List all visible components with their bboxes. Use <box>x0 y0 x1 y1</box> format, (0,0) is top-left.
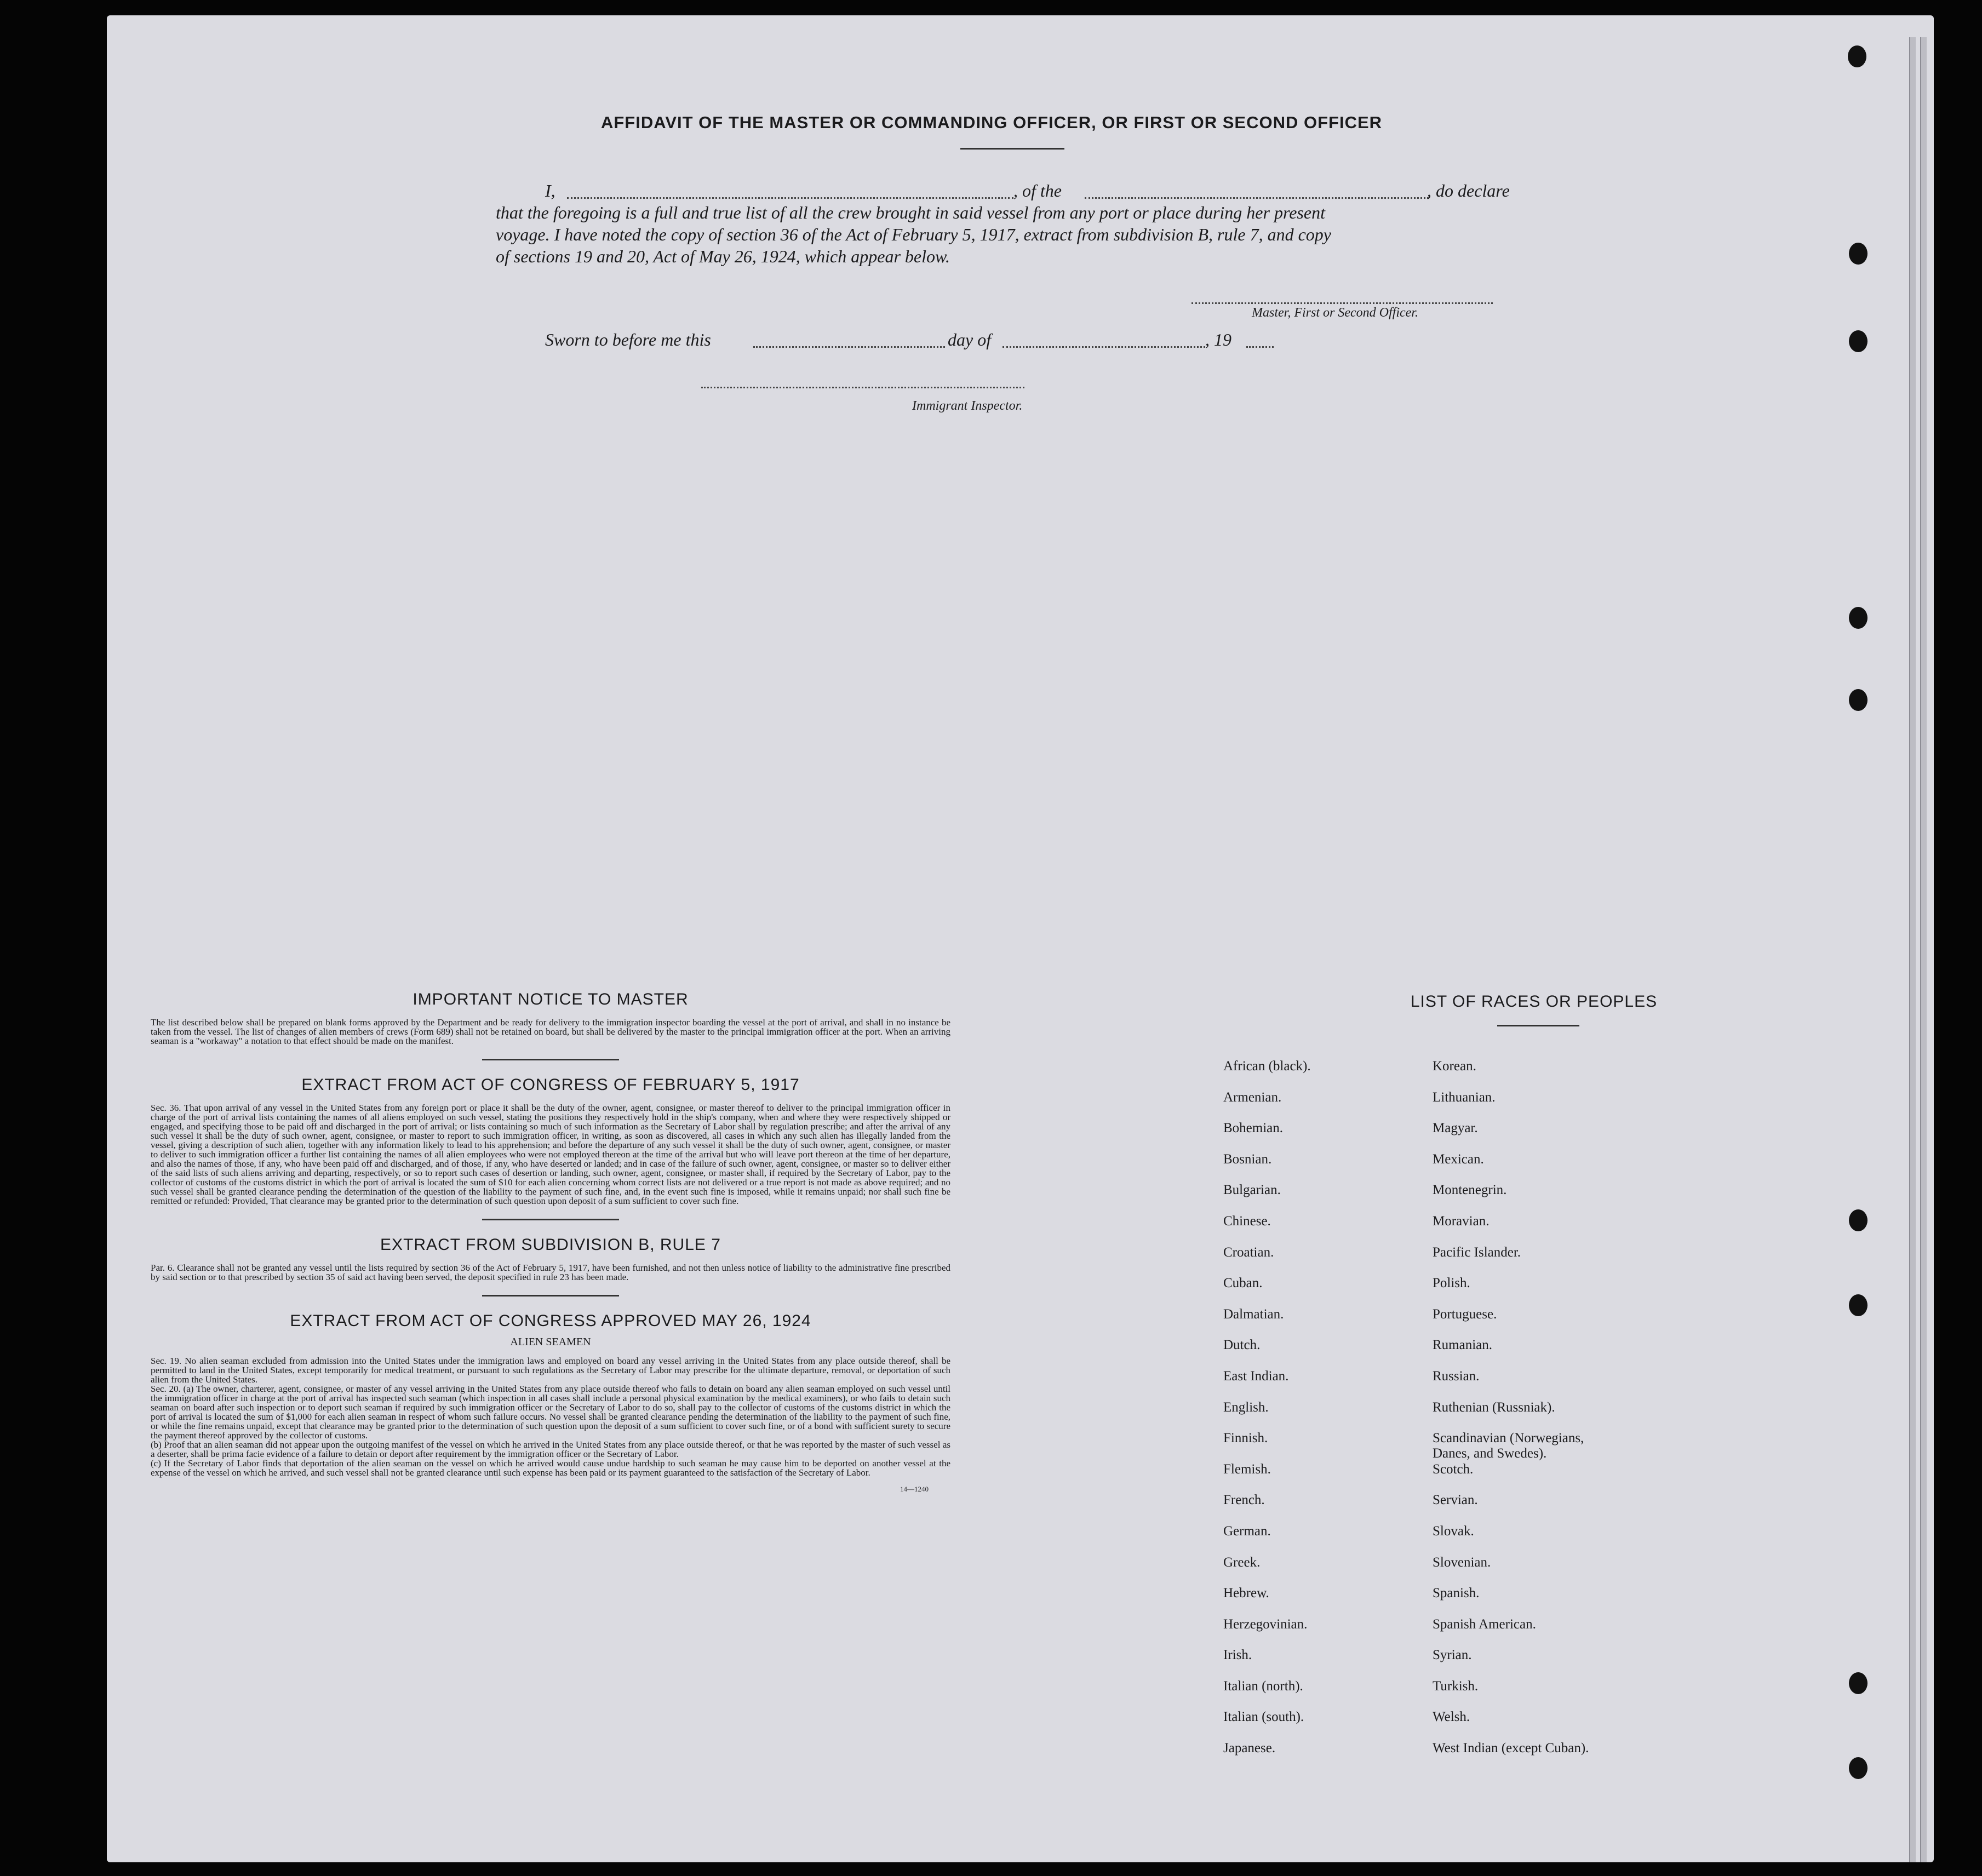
form-number: 14—1240 <box>900 1485 929 1493</box>
race-item: Italian (south). <box>1223 1709 1304 1725</box>
punch-hole <box>1849 243 1868 265</box>
race-item: Hebrew. <box>1223 1586 1269 1601</box>
binder-edge <box>1920 37 1927 1862</box>
year-blank[interactable] <box>1246 346 1274 348</box>
race-item: Irish. <box>1223 1648 1252 1663</box>
punch-hole <box>1848 45 1866 67</box>
rule7-body: Par. 6. Clearance shall not be granted any vessel until the lists required by section 36 of the Act of February 5, 1917, have been furnished, and not then unless notice of liability to the administrative fine prescribed by said section or to that prescribed by section 35 of said act having been served, the deposit specified in rule 23 has been made. <box>151 1263 950 1282</box>
race-item: French. <box>1223 1493 1265 1508</box>
race-item: Slovak. <box>1433 1523 1474 1539</box>
race-item: Scandinavian (Norwegians, Danes, and Swedes). <box>1433 1431 1584 1461</box>
inspector-label: Immigrant Inspector. <box>912 399 1023 413</box>
race-item: Scotch. <box>1433 1461 1474 1477</box>
race-item: Moravian. <box>1433 1213 1490 1229</box>
punch-hole <box>1849 1294 1868 1316</box>
race-item: Russian. <box>1433 1368 1480 1384</box>
punch-hole <box>1849 1757 1868 1779</box>
affidavit-title: AFFIDAVIT OF THE MASTER OR COMMANDING OFFICER, OR FIRST OR SECOND OFFICER <box>600 113 1383 132</box>
punch-hole <box>1849 330 1868 352</box>
race-item: Bosnian. <box>1223 1151 1272 1167</box>
name-blank[interactable] <box>567 197 1013 199</box>
month-blank[interactable] <box>1003 346 1205 348</box>
race-item: Cuban. <box>1223 1276 1263 1291</box>
race-item: Spanish American. <box>1433 1616 1536 1632</box>
affidavit-i: I, <box>545 181 555 200</box>
race-item: Chinese. <box>1223 1213 1271 1229</box>
day-of-text: day of <box>948 330 992 349</box>
race-item: Ruthenian (Russniak). <box>1433 1399 1555 1415</box>
signature-label: Master, First or Second Officer. <box>1252 306 1418 320</box>
punch-hole <box>1849 1672 1868 1694</box>
day-blank[interactable] <box>753 346 945 348</box>
races-right-column <box>1433 1059 1589 1772</box>
year-text: , 19 <box>1205 330 1231 349</box>
left-column <box>151 990 950 1494</box>
race-item: Montenegrin. <box>1433 1183 1507 1198</box>
notice-body: The list described below shall be prepared on blank forms approved by the Department and be ready for delivery to the immigration inspector boarding the vessel at the port of arrival, and shall in no instance be taken from the vessel. The list of changes of alien members of crews (Form 689) shall not be retained on board, but shall be delivered by the master to the principal immigration officer at the port. When an arriving seaman is a "workaway" a notation to that effect should be made on the manifest. <box>151 1017 950 1046</box>
sworn-line <box>545 329 1367 351</box>
race-item: Dutch. <box>1223 1338 1261 1353</box>
race-item: Finnish. <box>1223 1431 1268 1446</box>
affidavit-of-the: , of the <box>1013 181 1062 200</box>
race-item: Slovenian. <box>1433 1554 1491 1570</box>
document-page <box>107 15 1934 1862</box>
race-item: Flemish. <box>1223 1461 1271 1477</box>
race-item: German. <box>1223 1523 1271 1539</box>
race-item: Korean. <box>1433 1059 1476 1074</box>
race-item: Dalmatian. <box>1223 1306 1284 1322</box>
race-item: Italian (north). <box>1223 1678 1303 1694</box>
sec20b-body: (b) Proof that an alien seaman did not appear upon the outgoing manifest of the vessel on which he arrived in the United States from any place outside thereof, or that he was reported by the master of such vessel as a deserter, shall be prima facie evidence of a failure to detain or deport after requirement by the immigration officer or the Secretary of Labor. <box>151 1439 950 1459</box>
race-item: Lithuanian. <box>1433 1089 1496 1105</box>
race-item: Servian. <box>1433 1493 1478 1508</box>
races-title: LIST OF RACES OR PEOPLES <box>1410 992 1658 1011</box>
affidavit-declare: , do declare <box>1427 181 1510 200</box>
race-item: Greek. <box>1223 1554 1261 1570</box>
race-item: Turkish. <box>1433 1678 1479 1694</box>
punch-hole <box>1849 607 1868 629</box>
race-item: Japanese. <box>1223 1741 1276 1756</box>
race-item: Bohemian. <box>1223 1121 1284 1136</box>
inspector-blank[interactable] <box>701 387 1024 388</box>
race-item: East Indian. <box>1223 1368 1289 1384</box>
sec20a-body: Sec. 20. (a) The owner, charterer, agent, consignee, or master of any vessel arriving in the United States from any place outside thereof who fails to detain on board any alien seaman employed on such vessel until the immigration officer in charge at the port of arrival has inspected such seaman (which inspection in all cases shall include a personal physical examination by the medical examiners), or who fails to detain such seaman on board after such inspection or to deport such seaman if required by such immigration officer or the Secretary of Labor to do so, shall pay to the collector of customs of the customs district in which the port of arrival is located the sum of $1,000 for each alien seaman in respect of whom such failure occurs. No vessel shall be granted clearance pending the determination of the liability to the payment of such fine, or while the fine remains unpaid, except that clearance may be granted prior to the determination of such question upon the deposit of a sum sufficient to cover such fine, or of a bond with sufficient surety to secure the payment thereof approved by the collector of customs. <box>151 1384 950 1441</box>
binder-edge <box>1909 37 1916 1862</box>
race-item: Croatian. <box>1223 1244 1274 1260</box>
signature-blank[interactable] <box>1192 302 1493 304</box>
rule7-title: EXTRACT FROM SUBDIVISION B, RULE 7 <box>380 1236 721 1254</box>
alien-seamen-subtitle: ALIEN SEAMEN <box>510 1336 591 1348</box>
race-item: Syrian. <box>1433 1648 1472 1663</box>
affidavit-line-1 <box>545 180 1652 202</box>
divider <box>960 148 1064 150</box>
divider <box>482 1219 619 1221</box>
race-item: Rumanian. <box>1433 1338 1493 1353</box>
race-item: Pacific Islander. <box>1433 1244 1521 1260</box>
affidavit-line-3: voyage. I have noted the copy of section 36 of the Act of February 5, 1917, extract from subdivision B, rule 7, and copy <box>496 225 1331 244</box>
affidavit-line-2: that the foregoing is a full and true list of all the crew brought in said vessel from any port or place during her present <box>496 203 1325 222</box>
race-item: English. <box>1223 1399 1269 1415</box>
race-item: Portuguese. <box>1433 1306 1497 1322</box>
affidavit-line-4: of sections 19 and 20, Act of May 26, 1924, which appear below. <box>496 246 950 266</box>
extract-1917-body: Sec. 36. That upon arrival of any vessel in the United States from any foreign port or place it shall be the duty of the owner, agent, consignee, or master thereof to deliver to the principal immigration officer in charge of the port of arrival lists containing the names of all aliens employed on such vessel, stating the positions they respectively hold in the ship's company, when and where they were respectively shipped or engaged, and specifying those to be paid off and discharged in the port of arrival; or lists containing so much of such information as the Secretary of Labor shall by regulation prescribe; and after the arrival of any such vessel it shall be the duty of such owner, agent, consignee, or master to report to such immigration officer, in writing, as soon as discovered, all cases in which any such alien has illegally landed from the vessel, giving a description of such alien, together with any information likely to lead to his apprehension; and before the departure of any such vessel it shall be the duty of such owner, agent, consignee, or master to deliver to such immigration officer a further list containing the names of all alien employees who were not employed thereon at the time of the arrival but who will leave port thereon at the time of her departure, and also the names of those, if any, who have been paid off and discharged, and of those, if any, who have deserted or landed; and in case of the failure of such owner, agent, consignee, or master so to deliver either of the said lists of such aliens arriving and departing, respectively, or so to report such cases of desertion or landing, such owner, agent, consignee, or master shall, if required by the Secretary of Labor, pay to the collector of customs of the customs district in which the port of arrival is located the sum of $10 for each alien concerning whom correct lists are not delivered or a true report is not made as above required; and no such vessel shall be granted clearance pending the determination of the question of the liability to the payment of such fine, and, in the event such fine is imposed, while it remains unpaid; nor shall such fine be remitted or refunded: Provided, That clearance may be granted prior to the determination of such question upon deposit of a sum sufficient to cover such fine. <box>151 1103 950 1206</box>
extract-1924-title: EXTRACT FROM ACT OF CONGRESS APPROVED MAY 26, 1924 <box>290 1312 811 1330</box>
sworn-text: Sworn to before me this <box>545 330 711 349</box>
race-item: Herzegovinian. <box>1223 1616 1308 1632</box>
punch-hole <box>1849 689 1868 711</box>
race-item: Bulgarian. <box>1223 1183 1281 1198</box>
punch-hole <box>1849 1209 1868 1231</box>
extract-1917-title: EXTRACT FROM ACT OF CONGRESS OF FEBRUARY 5, 1917 <box>301 1076 800 1094</box>
race-item: Armenian. <box>1223 1089 1282 1105</box>
sec19-body: Sec. 19. No alien seaman excluded from admission into the United States under the immigration laws and employed on board any vessel arriving in the United States from any place outside thereof, shall be permitted to land in the United States, except temporarily for medical treatment, or pursuant to such regulations as the Secretary of Labor may prescribe for the ultimate departure, removal, or deportation of such alien from the United States. <box>151 1356 950 1385</box>
race-item: Polish. <box>1433 1276 1470 1291</box>
vessel-blank[interactable] <box>1085 197 1429 199</box>
race-item: Magyar. <box>1433 1121 1478 1136</box>
race-item: West Indian (except Cuban). <box>1433 1741 1589 1756</box>
divider <box>482 1295 619 1298</box>
races-left-column <box>1223 1059 1311 1772</box>
divider <box>1497 1025 1579 1026</box>
notice-title: IMPORTANT NOTICE TO MASTER <box>413 990 689 1008</box>
race-item: Spanish. <box>1433 1586 1480 1601</box>
race-item: Mexican. <box>1433 1151 1484 1167</box>
race-item: African (black). <box>1223 1059 1311 1074</box>
sec20c-body: (c) If the Secretary of Labor finds that deportation of the alien seaman on the vessel on which he arrived would cause undue hardship to such seaman he may cause him to be deported on another vessel at the expense of the vessel on which he arrived, and such vessel shall not be granted clearance until such expense has been paid or its payment guaranteed to the satisfaction of the Secretary of Labor. <box>151 1458 950 1478</box>
race-item: Welsh. <box>1433 1709 1470 1725</box>
divider <box>482 1059 619 1062</box>
